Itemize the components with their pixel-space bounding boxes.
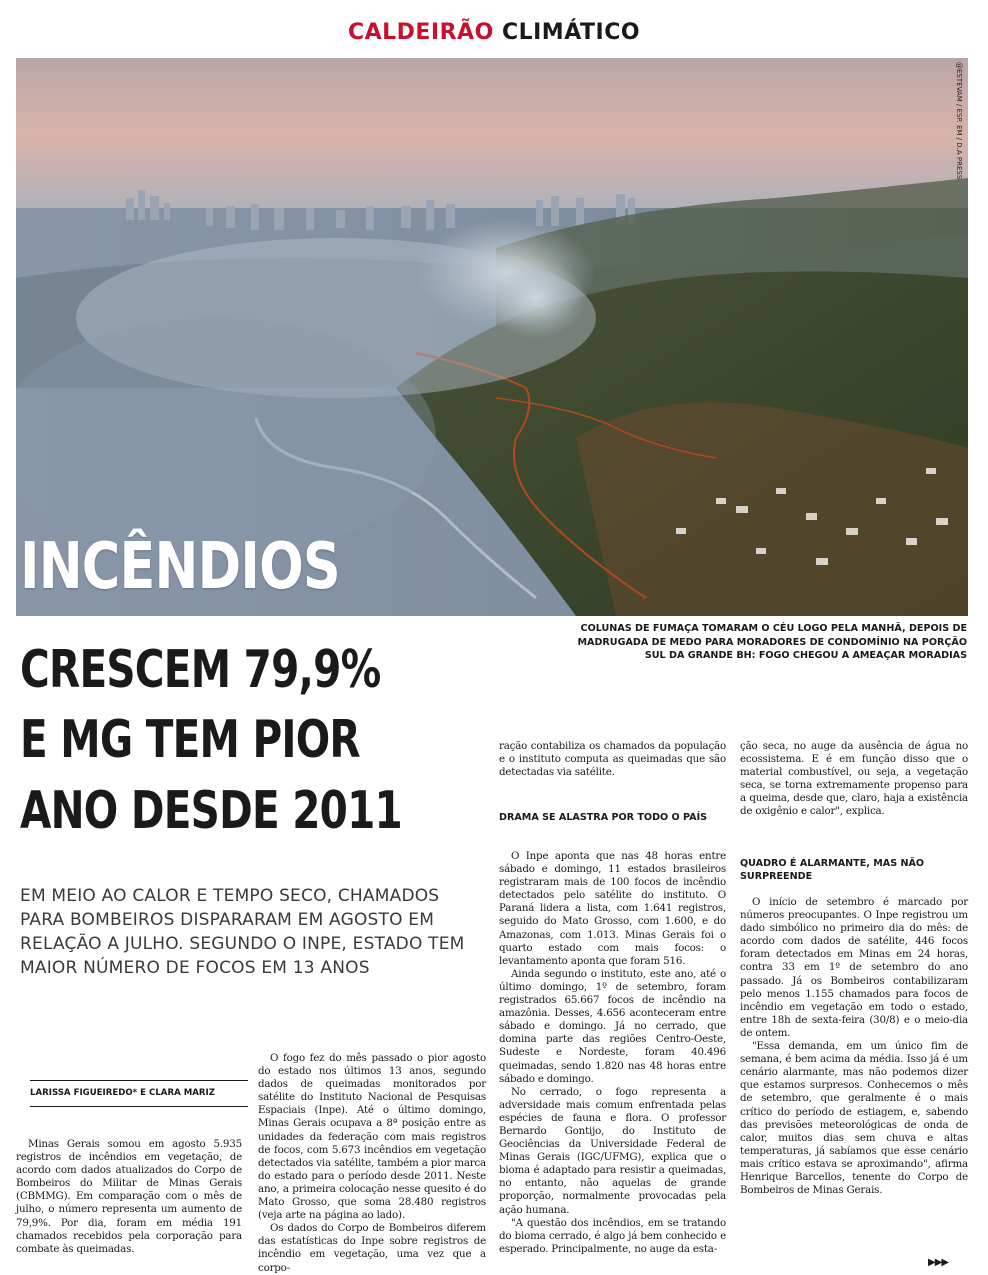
paragraph: "Essa demanda, em um único fim de semana, é bem acima da média. Isso já é um cenário alarmante, mas não podemos dizer que estamos surpresos. Conhecemos o mês de setembro, que geralmente é o mais crítico do período de estiagem, e, sabendo das previsões meteorológicas de onda de calor, muitos dias sem chuva e altas temperaturas, já sabíamos que esse cenário mais crítico estava se aproximando", afirma Henrique Barcellos, tenente do Corpo de Bombeiros de Minas Gerais. xyxy=(740,1040,968,1197)
paragraph: ção seca, no auge da ausência de água no ecossistema. E é em função disso que o material combustível, ou seja, a vegetação seca, se torna extremamente propenso para a queima, desde que, claro, haja a existência de oxigênio e calor", explica. xyxy=(740,740,968,818)
paragraph: Minas Gerais somou em agosto 5.935 registros de incêndios em vegetação, de acordo com dados atualizados do Corpo de Bombeiros do Militar de Minas Gerais (CBMMG). Em comparação com o mês de julho, o número representa um aumento de 79,9%. Por dia, foram em média 191 chamados recebidos pela corporação para combate às queimadas. xyxy=(16,1138,242,1255)
paragraph: Ainda segundo o instituto, este ano, até o último domingo, 1º de setembro, foram registrados 65.667 focos de incêndio na amazônia. Desses, 4.656 aconteceram entre sábado e domingo. Já no cerrado, que domina parte das regiões Centro-Oeste, Sudeste e Nordeste, foram 40.496 queimadas, sendo 1.820 nas 48 horas entre sábado e domingo. xyxy=(499,967,726,1085)
photo-credit xyxy=(951,62,967,212)
intertitle-1: DRAMA SE ALASTRA POR TODO O PAÍS xyxy=(499,812,708,823)
headline-line-1: INCÊNDIOS xyxy=(20,530,340,604)
subheadline: EM MEIO AO CALOR E TEMPO SECO, CHAMADOS PARA BOMBEIROS DISPARARAM EM AGOSTO EM RELAÇÃO A JULHO. SEGUNDO O INPE, ESTADO TEM MAIOR NÚMERO DE FOCOS EM 13 ANOS xyxy=(20,886,465,978)
body-column-3-top xyxy=(499,740,726,779)
body-column-2 xyxy=(258,1052,486,1275)
paragraph: "A questão dos incêndios, em se tratando do bioma cerrado, é algo já bem conhecido e esperado. Principalmente, no auge da esta- xyxy=(499,1216,726,1255)
byline: LARISSA FIGUEIREDO* E CLARA MARIZ xyxy=(30,1088,215,1098)
headline-line-4: ANO DESDE 2011 xyxy=(20,781,402,841)
paragraph: O início de setembro é marcado por números preocupantes. O Inpe registrou um dado simbólico no primeiro dia do mês: de acordo com dados de satélite, 446 focos foram detectados em Minas em 24 horas, contra 33 em 1º de setembro do ano passado. Já os Bombeiros contabilizaram pelo menos 1.155 chamados para focos de incêndio em vegetação em todo o estado, entre 18h de sexta-feira (30/8) e o meio-dia de ontem. xyxy=(740,896,968,1039)
byline-rule-top xyxy=(30,1080,248,1081)
byline-rule-bottom xyxy=(30,1106,248,1107)
headline-line-3: E MG TEM PIOR xyxy=(20,710,360,770)
headline-line-2: CRESCEM 79,9% xyxy=(20,640,381,700)
body-column-1 xyxy=(16,1138,242,1256)
paragraph: O Inpe aponta que nas 48 horas entre sábado e domingo, 11 estados brasileiros registraram mais de 100 focos de incêndio detectados pelo satélite do instituto. O Paraná lidera a lista, com 1.641 registros, seguido do Mato Grosso, com 1.600, e do Amazonas, com 1.013. Minas Gerais foi o quarto estado com mais focos: o levantamento aponta que foram 516. xyxy=(499,850,726,967)
body-column-3 xyxy=(499,850,726,1256)
paragraph: No cerrado, o fogo representa a adversidade mais comum enfrentada pelas espécies de fauna e flora. O professor Bernardo Gontijo, do Instituto de Geociências da Universidade Federal de Minas Gerais (IGC/UFMG), explica que o bioma é adaptado para resistir a queimadas, no entanto, não aquelas de grande proporção, normalmente provocadas pela ação humana. xyxy=(499,1085,726,1216)
body-column-4-top xyxy=(740,740,968,819)
section-header xyxy=(0,20,988,45)
photo-credit-text: @ESTEVAM / ESP. EM / D.A PRESS xyxy=(955,62,963,180)
section-header-part1: CALDEIRÃO xyxy=(347,20,494,45)
photo-caption: COLUNAS DE FUMAÇA TOMARAM O CÉU LOGO PELA MANHÃ, DEPOIS DE MADRUGADA DE MEDO PARA MORADORES DE CONDOMÍNIO NA PORÇÃO SUL DA GRANDE BH: FOGO CHEGOU A AMEAÇAR MORADIAS xyxy=(577,623,967,661)
section-header-part2: CLIMÁTICO xyxy=(501,20,641,45)
paragraph: O fogo fez do mês passado o pior agosto do estado nos últimos 13 anos, segundo dados de queimadas monitorados por satélite do Instituto Nacional de Pesquisas Espaciais (Inpe). Até o último domingo, Minas Gerais ocupava a 8ª posição entre as unidades da federação com mais registros de focos, com 5.673 incêndios em vegetação detectados via satélite, também a pior marca do estado para o período desde 2011. Neste ano, a primeira colocação nesse quesito é do Mato Grosso, que soma 28.480 registros (veja arte na página ao lado). xyxy=(258,1052,486,1222)
paragraph: Os dados do Corpo de Bombeiros diferem das estatísticas do Inpe sobre registros de incêndio em vegetação, uma vez que a corpo- xyxy=(258,1222,486,1274)
continue-arrows-icon: ▶▶▶ xyxy=(928,1257,949,1268)
body-column-4 xyxy=(740,896,968,1197)
intertitle-2: QUADRO É ALARMANTE, MAS NÃO SURPREENDE xyxy=(740,858,925,882)
paragraph: ração contabiliza os chamados da população e o instituto computa as queimadas que são detectadas via satélite. xyxy=(499,740,726,779)
